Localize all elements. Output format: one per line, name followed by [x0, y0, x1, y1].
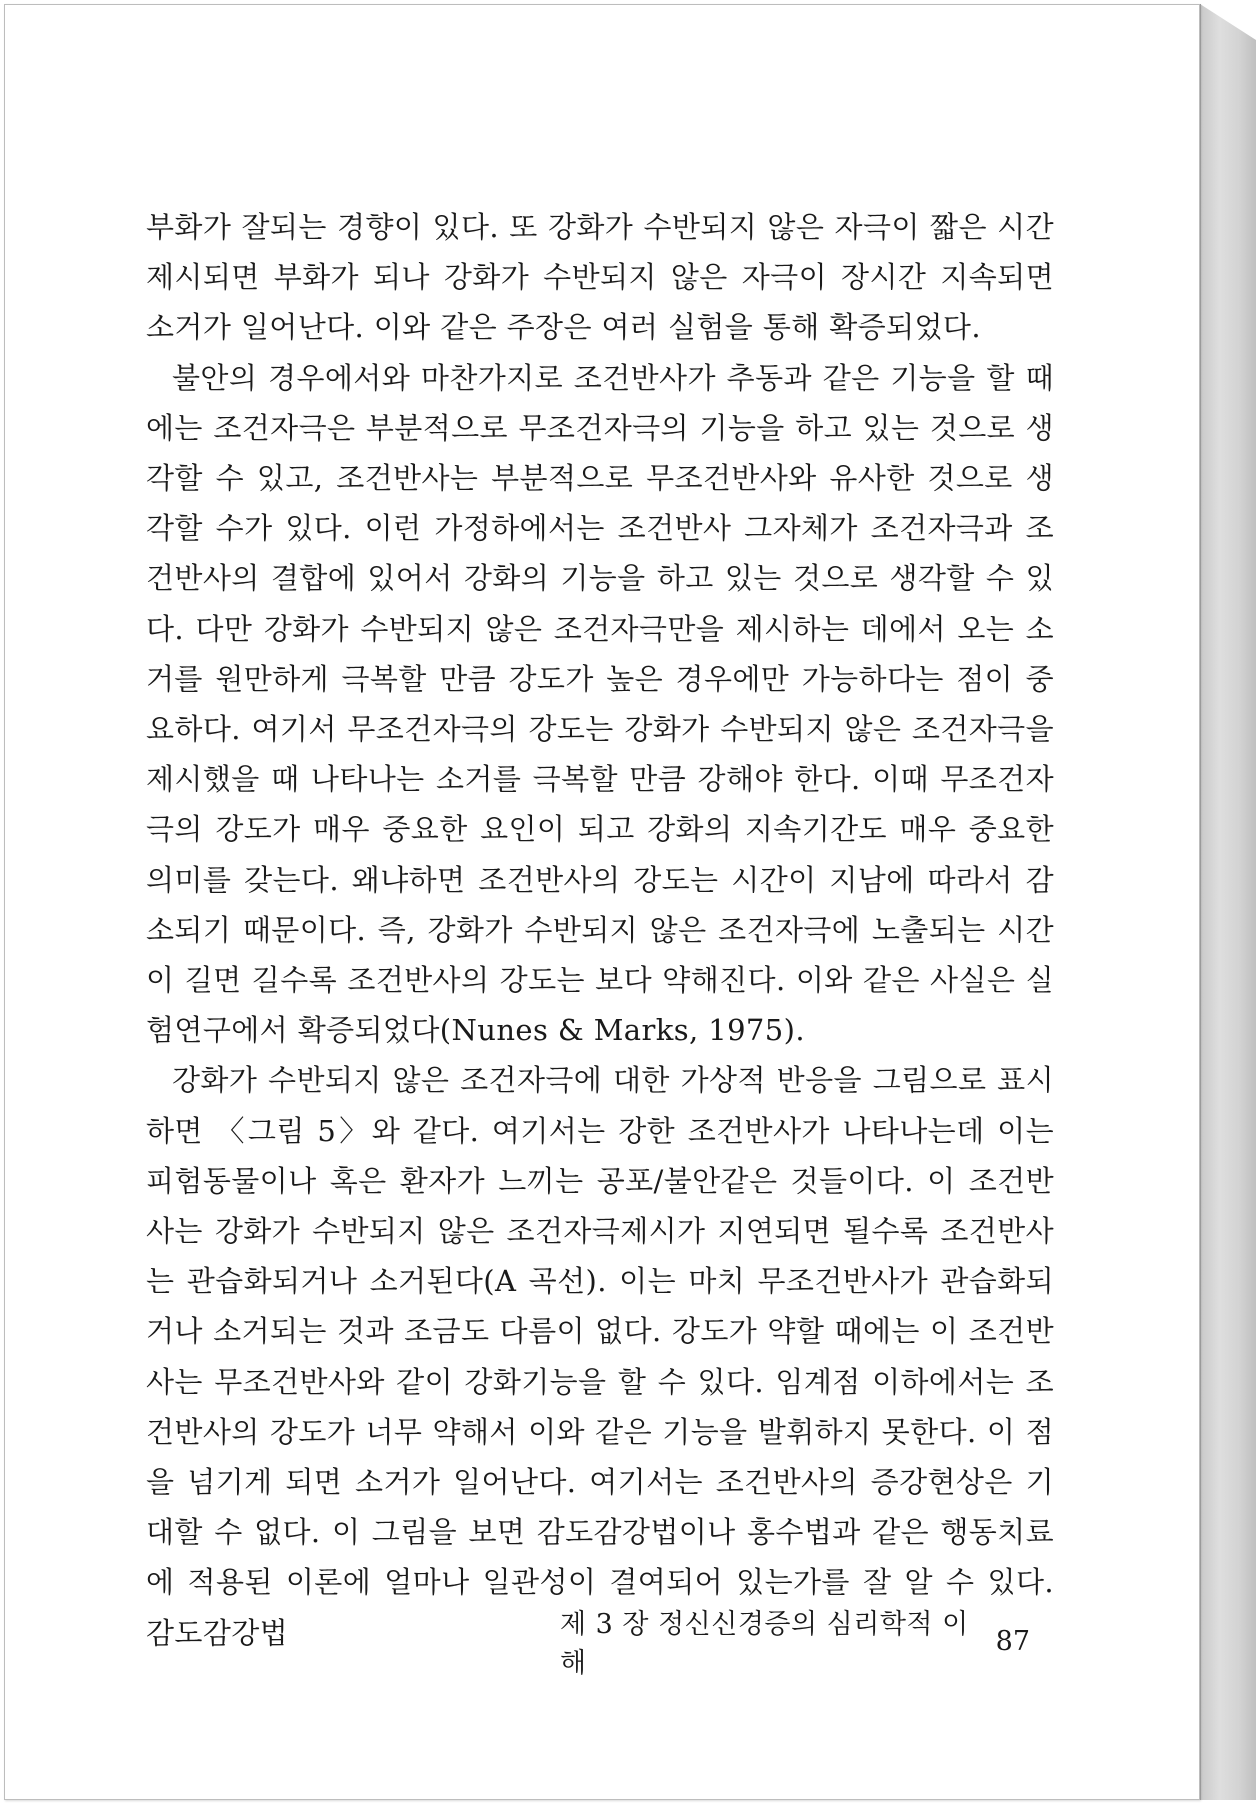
book-edge-thickness — [1200, 4, 1256, 1800]
body-text — [146, 202, 1054, 1658]
paragraph-3: 강화가 수반되지 않은 조건자극에 대한 가상적 반응을 그림으로 표시하면 〈그림 5〉와 같다. 여기서는 강한 조건반사가 나타나는데 이는 피험동물이나 혹은 환자가 느끼는 공포/불안같은 것들이다. 이 조건반사는 강화가 수반되지 않은 조건자극제시가 지연되면 될수록 조건반사는 관습화되거나 소거된다(A 곡선). 이는 마치 무조건반사가 관습화되거나 소거되는 것과 조금도 다름이 없다. 강도가 약할 때에는 이 조건반사는 무조건반사와 같이 강화기능을 할 수 있다. 임계점 이하에서는 조건반사의 강도가 너무 약해서 이와 같은 기능을 발휘하지 못한다. 이 점을 넘기게 되면 소거가 일어난다. 여기서는 조건반사의 증강현상은 기대할 수 없다. 이 그림을 보면 감도감강법이나 홍수법과 같은 행동치료에 적용된 이론에 얼마나 일관성이 결여되어 있는가를 잘 알 수 있다. 감도감강법 — [146, 1063, 1054, 1650]
page-edge-line — [1200, 4, 1201, 1800]
running-footer-chapter: 제 3 장 정신신경증의 심리학적 이해 — [560, 1609, 969, 1679]
paragraph-1: 부화가 잘되는 경향이 있다. 또 강화가 수반되지 않은 자극이 짧은 시간 제시되면 부화가 되나 강화가 수반되지 않은 자극이 장시간 지속되면 소거가 일어난다. 이와 같은 주장은 여러 실험을 통해 확증되었다. — [146, 210, 1054, 345]
page-number: 87 — [995, 1625, 1030, 1657]
paragraph-2: 불안의 경우에서와 마찬가지로 조건반사가 추동과 같은 기능을 할 때에는 조건자극은 부분적으로 무조건자극의 기능을 하고 있는 것으로 생각할 수 있고, 조건반사는 부분적으로 무조건반사와 유사한 것으로 생각할 수가 있다. 이런 가정하에서는 조건반사 그자체가 조건자극과 조건반사의 결합에 있어서 강화의 기능을 하고 있는 것으로 생각할 수 있다. 다만 강화가 수반되지 않은 조건자극만을 제시하는 데에서 오는 소거를 원만하게 극복할 만큼 강도가 높은 경우에만 가능하다는 점이 중요하다. 여기서 무조건자극의 강도는 강화가 수반되지 않은 조건자극을 제시했을 때 나타나는 소거를 극복할 만큼 강해야 한다. 이때 무조건자극의 강도가 매우 중요한 요인이 되고 강화의 지속기간도 매우 중요한 의미를 갖는다. 왜냐하면 조건반사의 강도는 시간이 지남에 따라서 감소되기 때문이다. 즉, 강화가 수반되지 않은 조건자극에 노출되는 시간이 길면 길수록 조건반사의 강도는 보다 약해진다. 이와 같은 사실은 실험연구에서 확증되었다(Nunes & Marks, 1975). — [146, 360, 1054, 1048]
page-footer — [560, 1609, 1030, 1679]
